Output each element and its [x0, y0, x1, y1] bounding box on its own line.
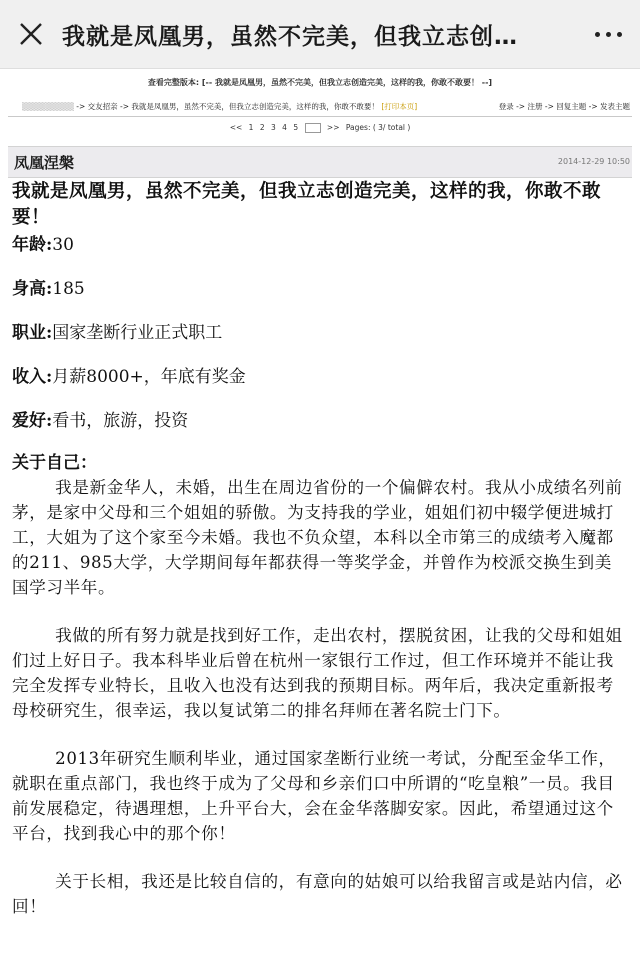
post-paragraph: 关于长相，我还是比较自信的，有意向的姑娘可以给我留言或是站内信，必回！: [12, 872, 623, 916]
divider: [8, 116, 632, 117]
more-button[interactable]: [576, 0, 640, 68]
pagination: [0, 123, 640, 133]
more-dots-icon: [595, 32, 600, 37]
pager-page[interactable]: 1: [248, 123, 254, 132]
pager-next[interactable]: >>: [326, 123, 340, 132]
post-body: [12, 179, 628, 919]
post-date: 2014-12-29 10:50: [557, 157, 630, 166]
profile-field-age: 年龄:30: [12, 235, 74, 255]
page-jump-input[interactable]: [305, 123, 321, 133]
post-paragraph: 2013年研究生顺利毕业，通过国家垄断行业统一考试，分配至金华工作，就职在重点部门，我也终于成为了父母和乡亲们口中所谓的“吃皇粮”一员。我目前发展稳定，待遇理想，上升平台大，会在金华落脚安家。因此，希望通过这个平台，找到我心中的那个你！: [12, 749, 616, 843]
pager-page[interactable]: 4: [282, 123, 287, 132]
top-nav-bar: [0, 0, 640, 69]
post-author[interactable]: 凤凰涅槃: [14, 154, 75, 172]
print-page-link[interactable]: [打印本页]: [381, 102, 418, 111]
forum-page: [0, 69, 640, 965]
breadcrumb-blurred-site[interactable]: ▒▒▒▒▒▒▒▒▒: [22, 102, 77, 111]
page-title: 我就是凤凰男，虽然不完美，但我立志创…: [62, 23, 518, 50]
about-heading: 关于自己：: [12, 453, 97, 473]
pager-prev[interactable]: <<: [229, 123, 243, 132]
post-paragraph: 我做的所有努力就是找到好工作，走出农村，摆脱贫困，让我的父母和姐姐们过上好日子。我本科毕业后曾在杭州一家银行工作过，但工作环境并不能让我完全发挥专业特长，且收入也没有达到我的预期目标。两年后，我决定重新报考母校研究生，很幸运，我以复试第二的排名拜师在著名院士门下。: [12, 626, 623, 720]
post-paragraph: 我是新金华人，未婚，出生在周边省份的一个偏僻农村。我从小成绩名列前茅，是家中父母和三个姐姐的骄傲。为支持我的学业，姐姐们初中辍学便进城打工，大姐为了这个家至今未婚。我也不负众望，本科以全市第三的成绩考入魔都的211、985大学，大学期间每年都获得一等奖学金，并曾作为校派交换生到美国学习半年。: [12, 478, 623, 597]
pager-page[interactable]: 3: [271, 123, 276, 132]
close-icon: [19, 22, 43, 46]
print-version-header[interactable]: 查看完整版本: [-- 我就是凤凰男，虽然不完美，但我立志创造完美，这样的我，你敢不敢要！ --]: [147, 78, 493, 87]
profile-field-income: 收入:月薪8000+，年底有奖金: [12, 367, 246, 387]
post-title: 我就是凤凰男，虽然不完美，但我立志创造完美，这样的我，你敢不敢要！: [12, 181, 602, 228]
pager-page[interactable]: 5: [293, 123, 299, 132]
profile-field-hobbies: 爱好:看书，旅游，投资: [12, 411, 189, 431]
pager-label: Pages: ( 3/ total ): [345, 123, 411, 132]
post-header: [8, 146, 632, 178]
pager-page[interactable]: 2: [259, 123, 265, 132]
profile-field-height: 身高:185: [12, 279, 85, 299]
profile-field-occupation: 职业:国家垄断行业正式职工: [12, 323, 223, 343]
breadcrumb: [0, 99, 640, 115]
thread-actions[interactable]: 登录 -> 注册 -> 回复主题 -> 发表主题: [498, 102, 630, 111]
breadcrumb-path[interactable]: -> 交友招亲 -> 我就是凤凰男，虽然不完美，但我立志创造完美，这样的我，你敢不敢要！: [76, 102, 379, 111]
close-button[interactable]: [0, 0, 62, 68]
